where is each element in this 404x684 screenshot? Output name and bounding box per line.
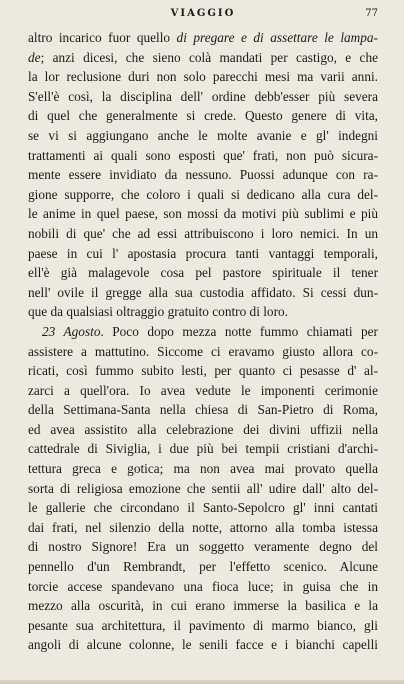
text-segment: le gallerie che circondano il Santo-Sepolcro gl' inni cantati bbox=[28, 500, 378, 516]
text-line bbox=[28, 557, 378, 577]
text-segment: di nostro Signore! Era un soggetto veramente degno del bbox=[28, 539, 378, 555]
text-line bbox=[28, 244, 378, 264]
text-segment: assistere a mattutino. Siccome ci eravamo giusto allora co- bbox=[28, 343, 378, 359]
text-line bbox=[28, 479, 378, 499]
text-segment: di quel che generalmente si crede. Questo genere di vita, bbox=[28, 108, 378, 124]
text-segment: que da qualsiasi oltraggio gratuito contro di loro. bbox=[28, 304, 288, 320]
text-line bbox=[28, 302, 378, 322]
text-line bbox=[28, 596, 378, 616]
page-number: 77 bbox=[365, 8, 378, 19]
text-line bbox=[28, 342, 378, 362]
text-line bbox=[28, 420, 378, 440]
text-line bbox=[28, 322, 378, 342]
text-segment: cattedrale di Siviglia, i due più bei tempii cristiani d'archi- bbox=[28, 441, 378, 457]
italic-segment: di pregare e di assettare le lampa- bbox=[176, 30, 378, 45]
text-segment: pesante sua architettura, il pavimento di marmo bianco, gli bbox=[28, 617, 378, 633]
text-segment: trattamenti ai quali sono esposti que' frati, non può sicura- bbox=[28, 147, 378, 163]
text-line bbox=[28, 263, 378, 283]
italic-segment: 23 Agosto bbox=[42, 323, 101, 339]
running-header bbox=[28, 8, 378, 24]
text-line bbox=[28, 498, 378, 518]
text-segment: se vi si aggiungano anche le molte avanie e gl' indegni bbox=[28, 127, 378, 143]
text-segment: pennello d'un Rembrandt, per l'effetto scenico. Alcune bbox=[28, 559, 378, 575]
text-segment: tettura greca e gotica; ma non avea mai provato quella bbox=[28, 461, 378, 477]
text-segment: la lor reclusione duri non solo parecchi mesi ma varii anni. bbox=[28, 69, 378, 85]
text-segment: dai frati, nel silenzio della notte, attorno alla tomba istessa bbox=[28, 519, 378, 535]
text-segment: sorta di religiosa emozione che sentii all' udire dall' alto del- bbox=[28, 480, 378, 496]
text-line bbox=[28, 48, 378, 68]
text-line bbox=[28, 224, 378, 244]
text-line bbox=[28, 126, 378, 146]
text-line bbox=[28, 635, 378, 655]
text-line bbox=[28, 518, 378, 538]
text-line bbox=[28, 67, 378, 87]
text-segment: ; anzi dicesi, che sieno colà mandati per castigo, e che bbox=[40, 49, 378, 65]
text-line bbox=[28, 87, 378, 107]
text-segment: ell'è già malagevole cosa pel pastore spirituale il tener bbox=[28, 265, 378, 281]
text-segment: le anime in quel paese, son mossi da motivi più sublimi e più bbox=[28, 206, 378, 222]
text-segment: angoli di alcune colonne, le senili facce e i bianchi capelli bbox=[28, 637, 378, 653]
text-line bbox=[28, 146, 378, 166]
text-segment: gione supporre, che coloro i quali si dedicano alla cura del- bbox=[28, 186, 378, 202]
text-line bbox=[28, 361, 378, 381]
text-segment: torcie accese spandevano una fioca luce; in guisa che in bbox=[28, 578, 378, 594]
text-segment: zarci a quell'ora. Io avea vedute le imponenti cerimonie bbox=[28, 382, 378, 398]
text-line bbox=[28, 185, 378, 205]
italic-segment: de bbox=[28, 49, 41, 65]
running-title: VIAGGIO bbox=[170, 8, 236, 19]
body-text bbox=[28, 28, 378, 655]
text-segment: della Settimana-Santa nella chiesa di San-Pietro di Roma, bbox=[28, 402, 378, 418]
text-line bbox=[28, 616, 378, 636]
text-segment: nell' ovile il gregge alla sua custodia affidato. Si cessi dun- bbox=[28, 284, 378, 300]
text-segment: ed avea assistito alla celebrazione dei divini uffizii nella bbox=[28, 421, 378, 437]
text-segment: . Poco dopo mezza notte fummo chiamati per bbox=[100, 323, 378, 339]
page-edge bbox=[0, 680, 404, 684]
text-line bbox=[28, 204, 378, 224]
text-line bbox=[28, 577, 378, 597]
text-segment: S'ell'è così, la disciplina dell' ordine debb'esser più severa bbox=[28, 88, 378, 104]
text-line bbox=[28, 381, 378, 401]
text-line bbox=[28, 165, 378, 185]
text-segment: paese in cui l' apostasia procura tanti vantaggi temporali, bbox=[28, 245, 378, 261]
text-line bbox=[28, 459, 378, 479]
text-segment: nobili di que' che ad essi attribuiscono i loro nemici. In un bbox=[28, 225, 378, 241]
text-line bbox=[28, 106, 378, 126]
text-segment: mezzo alla oscurità, in cui erano immerse la basilica e la bbox=[28, 598, 378, 614]
text-segment: mente essere invidiato da nessuno. Puossi adunque con ra- bbox=[28, 167, 378, 183]
text-line bbox=[28, 400, 378, 420]
text-line bbox=[28, 537, 378, 557]
text-segment: ricati, così fummo subito lesti, per quanto ci pesasse d' al- bbox=[28, 363, 378, 379]
text-line bbox=[28, 28, 378, 48]
text-segment: altro incarico fuor quello bbox=[28, 30, 177, 45]
text-line bbox=[28, 283, 378, 303]
text-line bbox=[28, 439, 378, 459]
